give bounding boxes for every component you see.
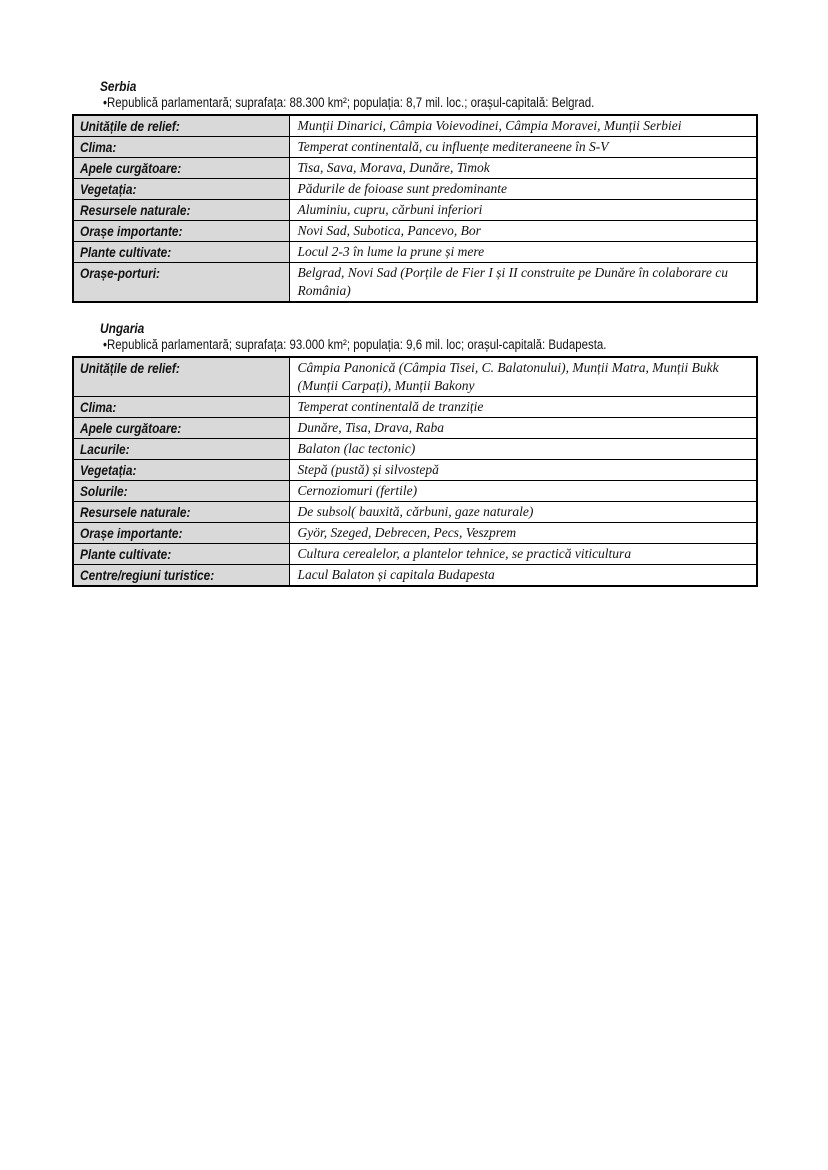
row-label <box>73 357 289 397</box>
row-label-text: Unitățile de relief: <box>80 118 180 134</box>
row-label <box>73 397 289 418</box>
row-value: Cultura cerealelor, a plantelor tehnice, se practică viticultura <box>289 544 757 565</box>
row-label <box>73 115 289 137</box>
row-value: Györ, Szeged, Debrecen, Pecs, Veszprem <box>289 523 757 544</box>
row-label <box>73 200 289 221</box>
row-value: Belgrad, Novi Sad (Porțile de Fier I și II construite pe Dunăre în colaborare cu România) <box>289 263 757 303</box>
table-row <box>73 115 757 137</box>
row-label-text: Lacurile: <box>80 441 130 457</box>
row-value: Balaton (lac tectonic) <box>289 439 757 460</box>
row-label <box>73 242 289 263</box>
row-label <box>73 544 289 565</box>
row-label-text: Apele curgătoare: <box>80 160 182 176</box>
row-label-text: Clima: <box>80 399 117 415</box>
table-row <box>73 179 757 200</box>
row-label-text: Resursele naturale: <box>80 202 191 218</box>
section-serbia <box>72 78 758 303</box>
row-label <box>73 179 289 200</box>
row-label <box>73 502 289 523</box>
country-title-text: Ungaria <box>100 320 145 336</box>
table-row <box>73 357 757 397</box>
row-label-text: Unitățile de relief: <box>80 360 180 376</box>
row-value: De subsol( bauxită, cărbuni, gaze naturale) <box>289 502 757 523</box>
row-label-text: Clima: <box>80 139 117 155</box>
row-label-text: Apele curgătoare: <box>80 420 182 436</box>
table-row <box>73 137 757 158</box>
row-label <box>73 460 289 481</box>
row-label-text: Orașe importante: <box>80 223 183 239</box>
row-value: Lacul Balaton și capitala Budapesta <box>289 565 757 587</box>
row-value: Aluminiu, cupru, cărbuni inferiori <box>289 200 757 221</box>
table-row <box>73 397 757 418</box>
table-row <box>73 502 757 523</box>
row-value: Câmpia Panonică (Câmpia Tisei, C. Balatonului), Munții Matra, Munții Bukk (Munții Carpați), Munții Bakony <box>289 357 757 397</box>
row-label <box>73 137 289 158</box>
row-label <box>73 263 289 303</box>
row-label-text: Centre/regiuni turistice: <box>80 567 215 583</box>
facts-table-serbia <box>72 114 758 303</box>
row-label-text: Vegetația: <box>80 462 137 478</box>
country-title-serbia <box>100 78 758 94</box>
row-value: Tisa, Sava, Morava, Dunăre, Timok <box>289 158 757 179</box>
row-label <box>73 221 289 242</box>
table-row <box>73 439 757 460</box>
table-row <box>73 242 757 263</box>
country-intro-ungaria <box>103 337 758 353</box>
row-label <box>73 565 289 587</box>
row-value: Stepă (pustă) și silvostepă <box>289 460 757 481</box>
table-row <box>73 481 757 502</box>
table-row <box>73 565 757 587</box>
country-intro-text: •Republică parlamentară; suprafața: 93.000 km²; populația: 9,6 mil. loc; orașul-capitală: Budapesta. <box>103 337 607 352</box>
row-label-text: Orașe-porturi: <box>80 265 161 281</box>
table-row <box>73 418 757 439</box>
table-row <box>73 460 757 481</box>
row-value: Pădurile de foioase sunt predominante <box>289 179 757 200</box>
row-label-text: Vegetația: <box>80 181 137 197</box>
row-value: Cernoziomuri (fertile) <box>289 481 757 502</box>
row-label-text: Plante cultivate: <box>80 546 172 562</box>
row-value: Dunăre, Tisa, Drava, Raba <box>289 418 757 439</box>
table-row <box>73 158 757 179</box>
country-title-ungaria <box>100 320 758 336</box>
row-label-text: Solurile: <box>80 483 128 499</box>
table-row <box>73 200 757 221</box>
country-intro-text: •Republică parlamentară; suprafața: 88.300 km²; populația: 8,7 mil. loc.; orașul-capitală: Belgrad. <box>103 95 595 110</box>
row-label <box>73 158 289 179</box>
row-label-text: Orașe importante: <box>80 525 183 541</box>
row-value: Locul 2-3 în lume la prune și mere <box>289 242 757 263</box>
facts-table-ungaria <box>72 356 758 587</box>
table-row <box>73 544 757 565</box>
row-value: Temperat continentală de tranziție <box>289 397 757 418</box>
row-label <box>73 418 289 439</box>
country-title-text: Serbia <box>100 78 137 94</box>
country-intro-serbia <box>103 95 758 111</box>
section-ungaria <box>72 320 758 587</box>
row-value: Munții Dinarici, Câmpia Voievodinei, Câmpia Moravei, Munții Serbiei <box>289 115 757 137</box>
row-label-text: Resursele naturale: <box>80 504 191 520</box>
table-row <box>73 221 757 242</box>
row-label <box>73 523 289 544</box>
row-label-text: Plante cultivate: <box>80 244 172 260</box>
table-row <box>73 263 757 303</box>
row-value: Temperat continentală, cu influențe mediteraneene în S-V <box>289 137 757 158</box>
row-value: Novi Sad, Subotica, Pancevo, Bor <box>289 221 757 242</box>
row-label <box>73 439 289 460</box>
table-row <box>73 523 757 544</box>
row-label <box>73 481 289 502</box>
